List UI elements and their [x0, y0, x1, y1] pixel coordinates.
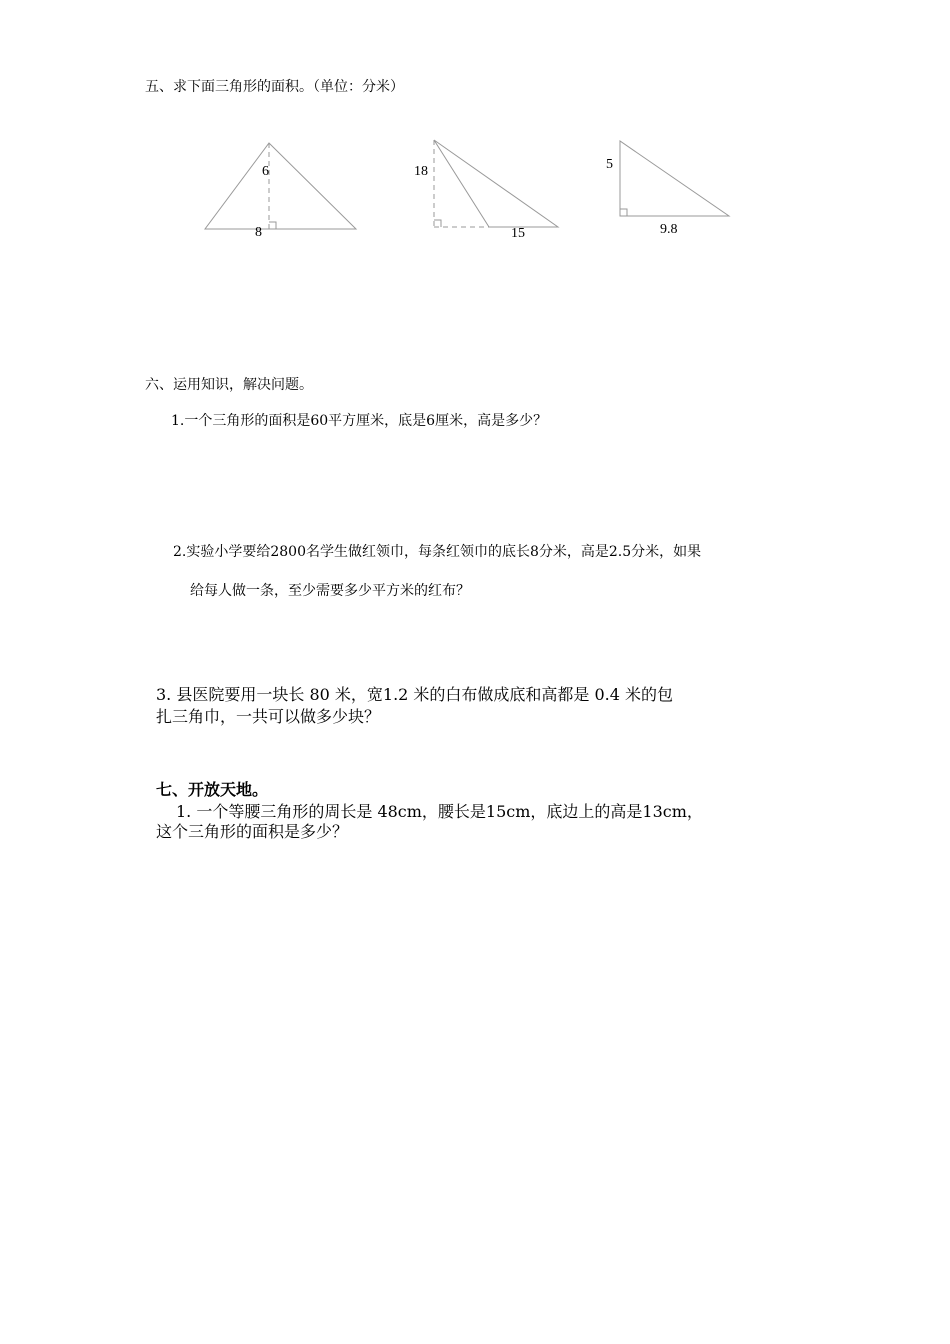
section7-question-1-line-1: 1. 一个等腰三角形的周长是 48cm，腰长是15cm，底边上的高是13cm， [176, 802, 703, 821]
right-angle-mark-1 [269, 222, 276, 229]
triangle-outline-2 [434, 140, 558, 227]
base-label-1: 8 [255, 225, 262, 240]
section5-title: 五、求下面三角形的面积。（单位：分米） [145, 79, 404, 95]
section7-question-1-line-2: 这个三角形的面积是多少？ [156, 822, 349, 841]
triangle-figure-1 [0, 0, 950, 300]
height-label-3: 5 [606, 157, 613, 172]
triangle-outline-1 [205, 143, 356, 229]
section6-question-2-line-1: 2.实验小学要给2800名学生做红领巾，每条红领巾的底长8分米，高是2.5分米，如果 [173, 544, 702, 560]
base-label-2: 15 [511, 226, 525, 241]
section6-question-1: 1.一个三角形的面积是60平方厘米，底是6厘米，高是多少？ [171, 413, 548, 429]
height-label-1: 6 [262, 164, 269, 179]
triangle-outline-3 [620, 141, 729, 216]
section6-question-3-line-1: 3. 县医院要用一块长 80 米，宽1.2 米的白布做成底和高都是 0.4 米的包 [156, 685, 674, 704]
right-angle-mark-2 [434, 220, 441, 227]
base-label-3: 9.8 [660, 222, 678, 237]
section7-title: 七、开放天地。 [156, 780, 269, 799]
section6-question-3-line-2: 扎三角巾，一共可以做多少块？ [156, 707, 381, 726]
section6-title: 六、运用知识，解决问题。 [145, 377, 313, 393]
right-angle-mark-3 [620, 209, 627, 216]
section6-question-2-line-2: 给每人做一条，至少需要多少平方米的红布？ [190, 583, 470, 599]
height-label-2: 18 [414, 164, 428, 179]
